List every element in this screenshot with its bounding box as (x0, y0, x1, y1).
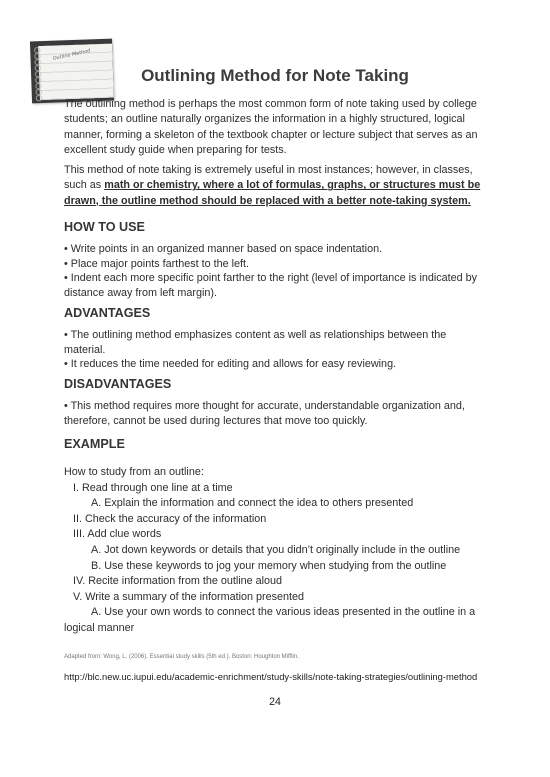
intro-paragraph-1: The outlining method is perhaps the most common form of note taking used by college students; an outline naturally organizes the information in a highly structured, logical manner, forming a skeleton of the textbook chapter or lecture subject that serves as an excellent study guide when preparing for tests. (64, 98, 478, 156)
how-to-use-heading: HOW TO USE (64, 220, 145, 234)
list-item: • Write points in an organized manner based on space indentation. (64, 243, 383, 255)
how-to-use-list (64, 242, 490, 300)
advantages-heading: ADVANTAGES (64, 306, 151, 320)
example-heading: EXAMPLE (64, 437, 125, 451)
outline-line: III. Add clue words (73, 528, 162, 541)
disadvantages-heading: DISADVANTAGES (64, 377, 172, 391)
list-item: • Place major points farthest to the left. (64, 257, 250, 270)
outline-line: logical manner (64, 621, 135, 634)
source-citation: Adapted from: Wong, L. (2006). Essential study skills (5th ed.). Boston: Houghton Mifflin. (64, 654, 299, 660)
outline-line: II. Check the accuracy of the information (73, 512, 267, 525)
outline-intro: How to study from an outline: (64, 466, 204, 478)
intro-paragraph-2 (64, 163, 492, 209)
example-outline (64, 465, 492, 637)
outline-line: B. Use these keywords to jog your memory when studying from the outline (91, 559, 447, 572)
page-title: Outlining Method for Note Taking (141, 66, 409, 85)
page-number: 24 (269, 696, 281, 708)
list-item: • It reduces the time needed for editing and allows for easy reviewing. (64, 358, 397, 370)
outline-line: A. Jot down keywords or details that you didn’t originally include in the outline (91, 543, 461, 556)
advantages-list (64, 328, 490, 372)
notepad-handwriting: Outline Method (52, 48, 92, 62)
list-item: • Indent each more specific point farther to the right (level of importance is indicated by distance away from left margin). (64, 272, 478, 299)
outline-line: I. Read through one line at a time (73, 481, 233, 494)
emphasized-warning: math or chemistry, where a lot of formulas, graphs, or structures must be drawn, the outline method should be replaced with a better note-taking system. (64, 179, 481, 207)
intro-paragraph-2-text: This method of note taking is extremely useful in most instances; however, in classes, such as (64, 164, 473, 192)
outline-line: A. Explain the information and connect the idea to others presented (91, 497, 414, 510)
source-url: http://blc.new.uc.iupui.edu/academic-enrichment/study-skills/note-taking-strategies/outlining-method (64, 671, 478, 682)
list-item: • This method requires more thought for accurate, understandable organization and, therefore, cannot be used during lectures that move too quickly. (64, 400, 465, 427)
outline-line: IV. Recite information from the outline aloud (73, 575, 283, 588)
list-item: • The outlining method emphasizes content as well as relationships between the material. (64, 329, 447, 356)
outline-line: V. Write a summary of the information presented (73, 590, 305, 603)
outline-line: A. Use your own words to connect the various ideas presented in the outline in a (91, 606, 476, 619)
disadvantages-list (64, 399, 490, 428)
